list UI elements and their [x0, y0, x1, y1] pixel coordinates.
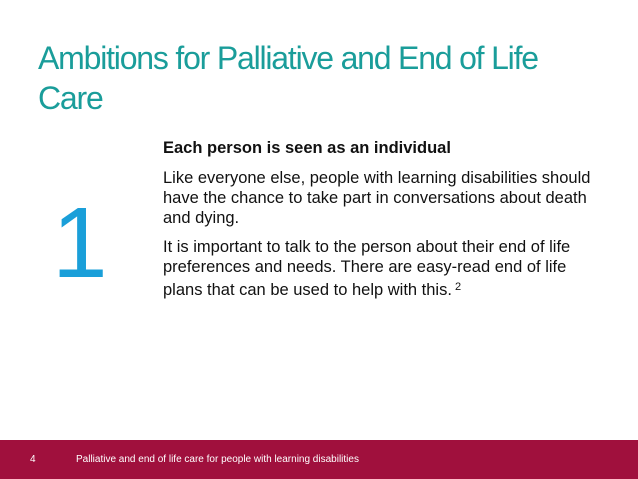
ambition-number: 1 — [52, 187, 108, 299]
reference-marker: 2 — [454, 281, 462, 293]
content-paragraph-2 — [163, 237, 603, 300]
footer-text: Palliative and end of life care for people with learning disabilities — [76, 454, 359, 465]
footer-bar — [0, 440, 638, 479]
content-paragraph-1: Like everyone else, people with learning disabilities should have the chance to take part in conversations about death and dying. — [163, 169, 591, 227]
content-block — [163, 138, 603, 309]
page-number: 4 — [30, 454, 36, 465]
content-heading: Each person is seen as an individual — [163, 139, 451, 157]
content-paragraph-2-text: It is important to talk to the person about their end of life preferences and needs. There are easy-read end of life plans that can be used to help with this. — [163, 238, 571, 299]
slide-title: Ambitions for Palliative and End of Life Care — [38, 40, 538, 116]
